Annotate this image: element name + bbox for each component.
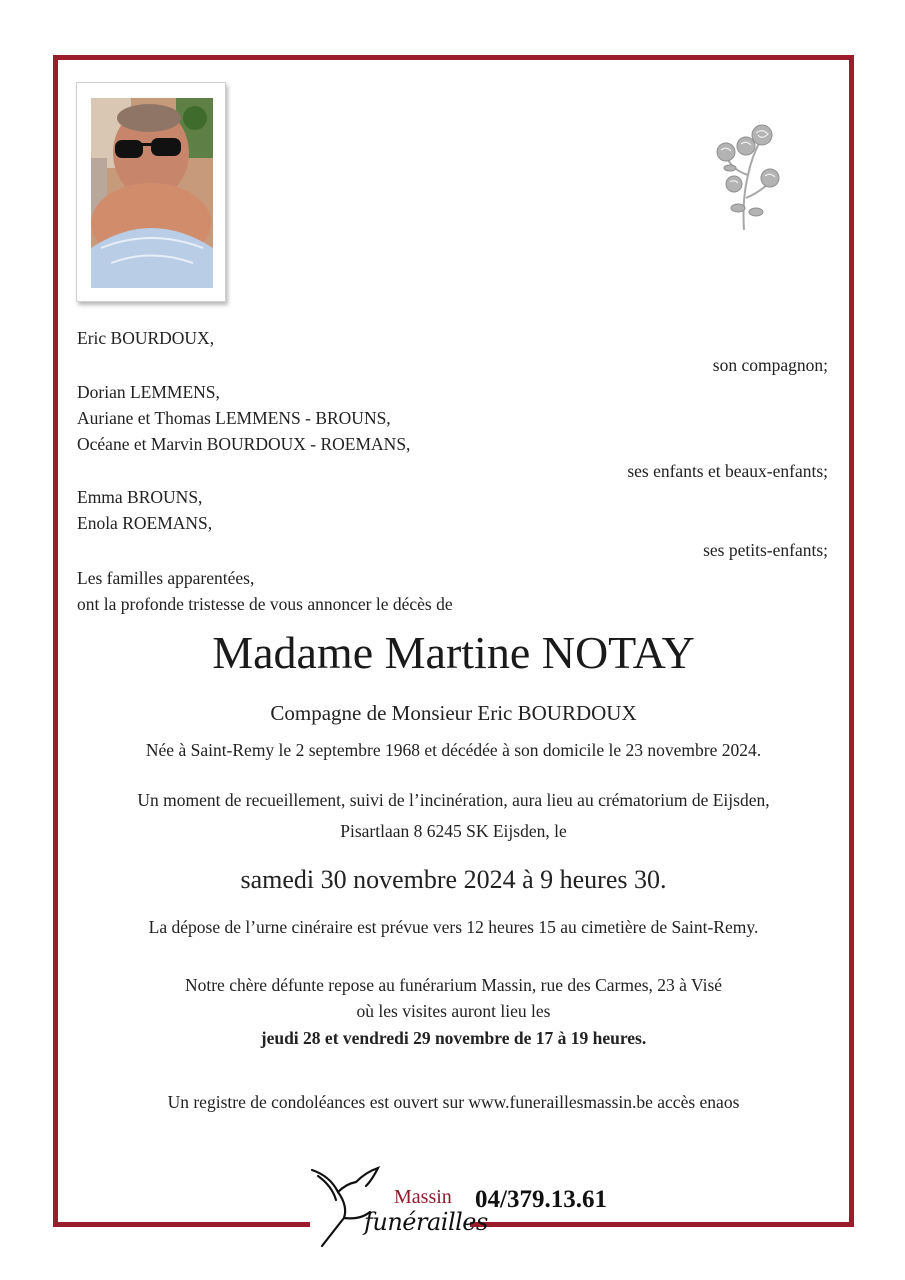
rose-bouquet-icon: [712, 120, 784, 232]
urn-line: La dépose de l’urne cinéraire est prévue vers 12 heures 15 au cimetière de Saint-Remy.: [148, 917, 759, 937]
dove-logo-icon: [308, 1162, 398, 1252]
deceased-name: Madame Martine NOTAY: [212, 627, 695, 678]
companion-line: Compagne de Monsieur Eric BOURDOUX: [270, 701, 637, 725]
visits-dates: jeudi 28 et vendredi 29 novembre de 17 à 19 heures.: [260, 1028, 647, 1048]
grandchild-line: Emma BROUNS,: [77, 487, 203, 507]
portrait-photo: [91, 98, 213, 288]
visits-line-1: Notre chère défunte repose au funérarium Massin, rue des Carmes, 23 à Visé: [184, 975, 723, 995]
ceremony-line-1: Un moment de recueillement, suivi de l’incinération, aura lieu au crématorium de Eijsden,: [137, 790, 770, 810]
announcement-line: ont la profonde tristesse de vous annoncer le décès de: [77, 594, 453, 614]
grandchild-line: Enola ROEMANS,: [77, 513, 213, 533]
partner-role: son compagnon;: [712, 355, 828, 375]
logo-massin-text: Massin: [394, 1186, 452, 1208]
logo-funerailles-text: funérailles: [364, 1208, 488, 1236]
registry-line: Un registre de condoléances est ouvert sur www.funeraillesmassin.be accès enaos: [167, 1092, 740, 1112]
child-line: Océane et Marvin BOURDOUX - ROEMANS,: [77, 434, 411, 454]
relatives-line: Les familles apparentées,: [77, 568, 255, 588]
visits-line-2: où les visites auront lieu les: [356, 1001, 551, 1021]
birth-death-line: Née à Saint-Remy le 2 septembre 1968 et décédée à son domicile le 23 novembre 2024.: [145, 740, 762, 760]
grandchildren-role: ses petits-enfants;: [703, 540, 828, 560]
funeral-home-logo: [308, 1162, 488, 1252]
ceremony-line-2: Pisartlaan 8 6245 SK Eijsden, le: [340, 821, 567, 841]
child-line: Auriane et Thomas LEMMENS - BROUNS,: [77, 408, 391, 428]
children-role: ses enfants et beaux-enfants;: [627, 461, 828, 481]
ceremony-date: samedi 30 novembre 2024 à 9 heures 30.: [240, 865, 667, 894]
partner-name: Eric BOURDOUX,: [77, 328, 215, 348]
portrait-frame: [76, 82, 226, 302]
phone-number[interactable]: 04/379.13.61: [475, 1186, 607, 1213]
child-line: Dorian LEMMENS,: [77, 382, 220, 402]
